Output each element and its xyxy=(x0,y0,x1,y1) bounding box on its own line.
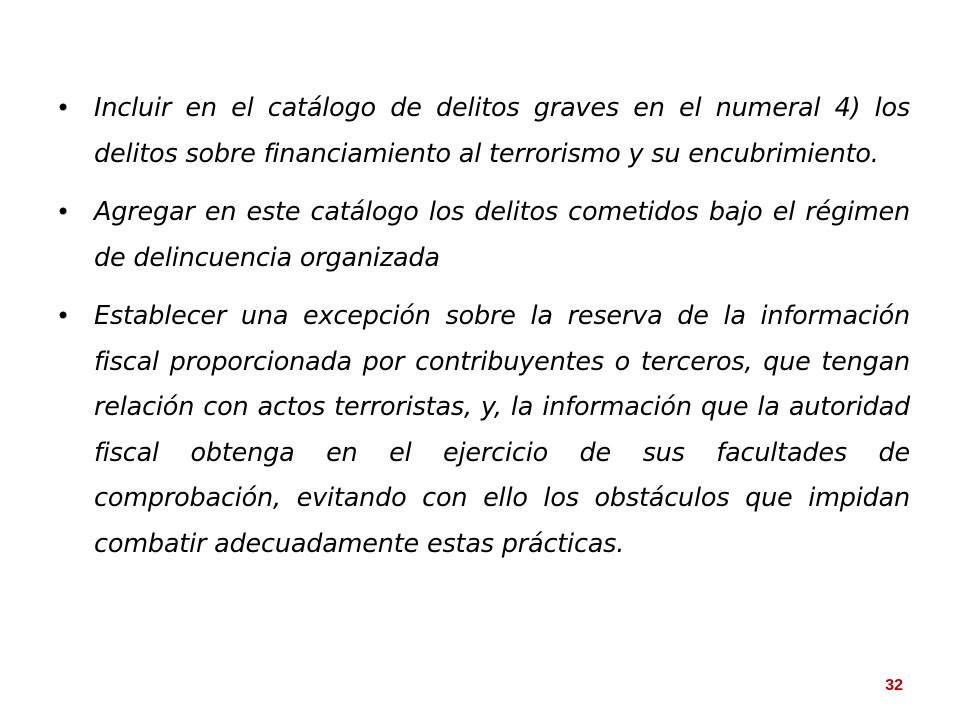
page-number: 32 xyxy=(885,677,903,694)
bullet-dot-icon: • xyxy=(56,302,70,330)
bullet-item xyxy=(56,86,910,177)
bullet-list xyxy=(56,86,910,580)
bullet-dot-icon: • xyxy=(56,198,70,226)
bullet-item xyxy=(56,190,910,281)
bullet-text: Establecer una excepción sobre la reserva de la información fiscal proporcionada por contribuyentes o terceros, que tengan relación con actos terroristas, y, la información que la autoridad fiscal obtenga en el ejercicio de sus facultades de comprobación, evitando con ello los obstáculos que impidan combatir adecuadamente estas prácticas. xyxy=(94,301,910,559)
bullet-dot-icon: • xyxy=(56,94,70,122)
bullet-text: Agregar en este catálogo los delitos cometidos bajo el régimen de delincuencia organizada xyxy=(94,197,910,273)
bullet-text: Incluir en el catálogo de delitos graves en el numeral 4) los delitos sobre financiamiento al terrorismo y su encubrimiento. xyxy=(94,93,910,169)
bullet-item xyxy=(56,294,910,567)
